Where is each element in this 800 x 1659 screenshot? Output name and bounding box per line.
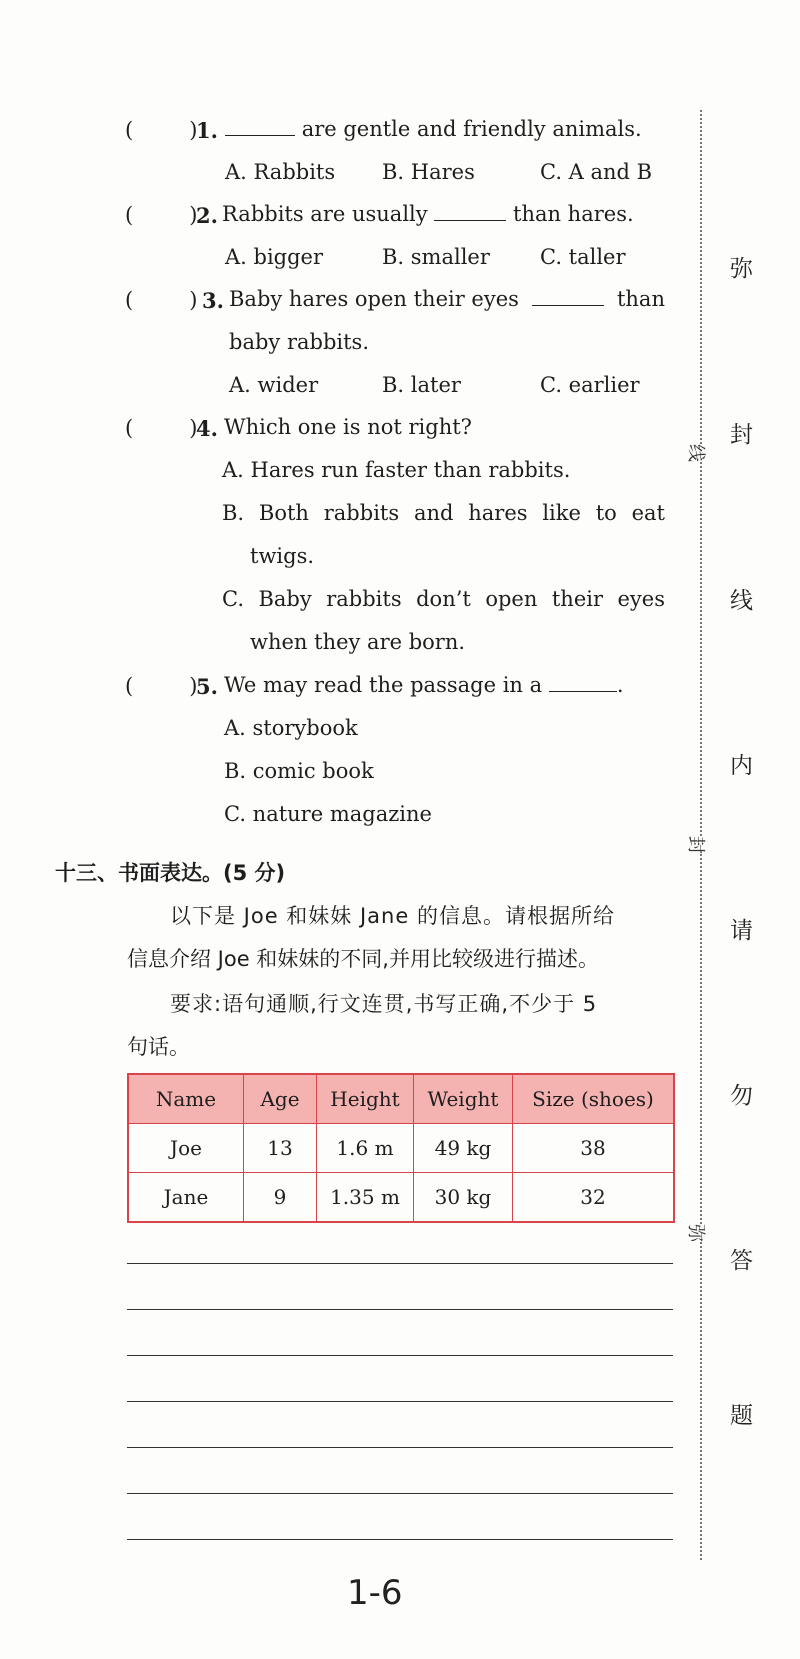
table-row — [128, 1173, 674, 1223]
writing-line[interactable] — [127, 1401, 673, 1402]
column-header: Height — [317, 1074, 414, 1124]
sealing-line-label: 封 — [684, 836, 710, 854]
answer-blank[interactable] — [549, 673, 617, 692]
option-c — [222, 587, 665, 611]
option-b: B. Hares — [382, 160, 475, 184]
answer-paren-5[interactable]: ( ) — [125, 674, 198, 698]
requirement-text: 要求:语句通顺,行文连贯,书写正确,不少于 5 — [170, 992, 598, 1016]
word: C. — [222, 587, 244, 611]
question-text: Which one is not right? — [224, 415, 472, 439]
instruction-text: 以下是 Joe 和妹妹 Jane 的信息。请根据所给 — [170, 904, 615, 928]
option-b: B. smaller — [382, 245, 490, 269]
option-c-continued: when they are born. — [250, 630, 466, 654]
table-cell: Jane — [128, 1173, 244, 1223]
info-table — [127, 1073, 675, 1223]
option-a: A. wider — [229, 373, 319, 397]
sidebar-char: 请 — [730, 918, 753, 944]
table-cell: 32 — [513, 1173, 675, 1223]
word: Both — [258, 501, 309, 525]
sealing-line-label: 弥 — [684, 1224, 710, 1242]
table-cell: 1.35 m — [317, 1173, 414, 1223]
sealing-line-label: 线 — [684, 444, 710, 462]
question-text: We may read the passage in a — [224, 673, 543, 697]
question-number: 4. — [196, 416, 218, 441]
writing-line[interactable] — [127, 1493, 673, 1494]
question-text: than — [616, 287, 665, 311]
question-5 — [224, 673, 624, 697]
answer-blank[interactable] — [532, 287, 604, 306]
writing-line[interactable] — [127, 1539, 673, 1540]
answer-paren-1[interactable]: ( ) — [125, 118, 198, 142]
option-c: C. taller — [540, 245, 626, 269]
word: their — [551, 587, 604, 611]
word: and — [413, 501, 454, 525]
option-b: B. later — [382, 373, 461, 397]
option-c: C. nature magazine — [224, 802, 432, 826]
answer-paren-4[interactable]: ( ) — [125, 416, 198, 440]
word: B. — [222, 501, 245, 525]
word: eat — [631, 501, 665, 525]
question-number: 5. — [196, 674, 218, 699]
option-a: A. storybook — [224, 716, 358, 740]
word: hares — [468, 501, 528, 525]
word: open — [485, 587, 538, 611]
table-cell: 30 kg — [414, 1173, 513, 1223]
option-b — [222, 501, 665, 525]
question-number: 1. — [196, 118, 218, 143]
word: to — [595, 501, 617, 525]
writing-line[interactable] — [127, 1447, 673, 1448]
sidebar-char: 线 — [730, 588, 753, 614]
word: rabbits — [323, 501, 400, 525]
sidebar-char: 答 — [730, 1248, 753, 1274]
sidebar-char: 内 — [730, 753, 753, 779]
column-header: Weight — [414, 1074, 513, 1124]
question-text: than hares. — [513, 202, 634, 226]
question-3 — [229, 287, 665, 311]
question-text-continued: baby rabbits. — [229, 330, 369, 354]
question-text: . — [616, 673, 624, 697]
answer-paren-3[interactable]: ( ) — [125, 288, 198, 312]
table-row — [128, 1124, 674, 1173]
word: Baby — [258, 587, 312, 611]
question-text: Baby hares open their eyes — [229, 287, 519, 311]
writing-line[interactable] — [127, 1263, 673, 1264]
table-cell: 13 — [244, 1124, 317, 1173]
question-number: 3. — [202, 288, 224, 313]
column-header: Age — [244, 1074, 317, 1124]
requirement-text: 句话。 — [127, 1035, 190, 1059]
table-cell: 49 kg — [414, 1124, 513, 1173]
question-number: 2. — [196, 203, 218, 228]
answer-blank[interactable] — [434, 202, 506, 221]
question-text: are gentle and friendly animals. — [301, 117, 642, 141]
option-c: C. A and B — [540, 160, 653, 184]
word: like — [542, 501, 581, 525]
option-b-continued: twigs. — [250, 544, 315, 568]
word: rabbits — [326, 587, 402, 611]
option-a: A. Rabbits — [225, 160, 336, 184]
word: eyes — [617, 587, 665, 611]
writing-line[interactable] — [127, 1355, 673, 1356]
option-a: A. Hares run faster than rabbits. — [222, 458, 571, 482]
column-header: Size (shoes) — [513, 1074, 675, 1124]
answer-paren-2[interactable]: ( ) — [125, 203, 198, 227]
table-cell: Joe — [128, 1124, 244, 1173]
section-heading: 十三、书面表达。(5 分) — [55, 861, 286, 885]
question-text: Rabbits are usually — [222, 202, 428, 226]
question-1 — [225, 117, 642, 141]
table-cell: 1.6 m — [317, 1124, 414, 1173]
sealing-dotted-line — [700, 110, 702, 1560]
page-number: 1-6 — [347, 1573, 403, 1613]
sidebar-char: 勿 — [730, 1083, 753, 1109]
word: don’t — [416, 587, 471, 611]
sidebar-char: 封 — [730, 422, 753, 448]
table-cell: 9 — [244, 1173, 317, 1223]
table-header-row — [128, 1074, 674, 1124]
option-a: A. bigger — [225, 245, 324, 269]
writing-line[interactable] — [127, 1309, 673, 1310]
answer-blank[interactable] — [225, 117, 295, 136]
table-cell: 38 — [513, 1124, 675, 1173]
instruction-text: 信息介绍 Joe 和妹妹的不同,并用比较级进行描述。 — [127, 947, 599, 971]
sidebar-char: 题 — [730, 1403, 753, 1429]
sidebar-char: 弥 — [730, 256, 753, 282]
question-2 — [222, 202, 634, 226]
column-header: Name — [128, 1074, 244, 1124]
option-c: C. earlier — [540, 373, 640, 397]
option-b: B. comic book — [224, 759, 374, 783]
